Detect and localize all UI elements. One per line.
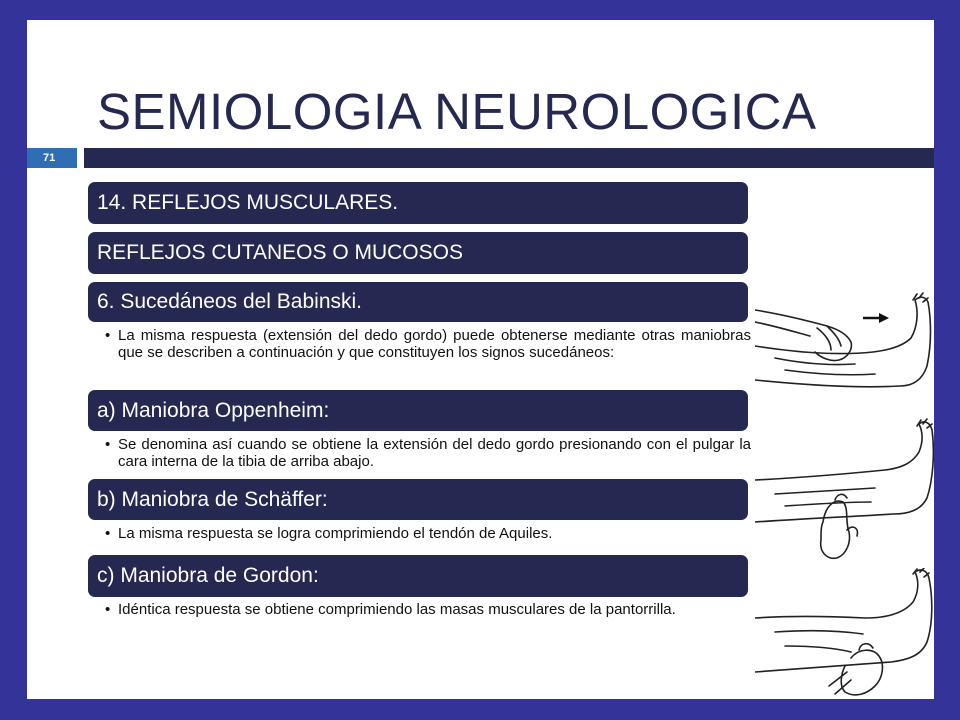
section-heading-reflejos-cutaneos: REFLEJOS CUTANEOS O MUCOSOS bbox=[88, 232, 748, 274]
bullet-gordon: • Idéntica respuesta se obtiene comprimiendo las masas musculares de la pantorrilla. bbox=[105, 601, 751, 618]
schaffer-maneuver-drawing bbox=[755, 418, 934, 560]
slide bbox=[27, 20, 934, 699]
page-number-badge: 71 bbox=[27, 148, 77, 168]
gordon-maneuver-drawing bbox=[755, 568, 934, 699]
section-heading-reflejos-musculares: 14. REFLEJOS MUSCULARES. bbox=[88, 182, 748, 224]
section-heading-sucedaneos: 6. Sucedáneos del Babinski. bbox=[88, 282, 748, 322]
title-divider-bar bbox=[84, 148, 934, 168]
bullet-schaffer: • La misma respuesta se logra comprimiendo el tendón de Aquiles. bbox=[105, 525, 751, 542]
oppenheim-maneuver-drawing bbox=[755, 288, 934, 398]
bullet-sucedaneos: • La misma respuesta (extensión del dedo gordo) puede obtenerse mediante otras maniobras que se describen a continuación y que constituyen los signos sucedáneos: bbox=[105, 327, 751, 361]
bullet-oppenheim: • Se denomina así cuando se obtiene la extensión del dedo gordo presionando con el pulgar la cara interna de la tibia de arriba abajo. bbox=[105, 436, 751, 470]
section-heading-oppenheim: a) Maniobra Oppenheim: bbox=[88, 390, 748, 431]
slide-title: SEMIOLOGIA NEUROLOGICA bbox=[97, 83, 817, 140]
section-heading-schaffer: b) Maniobra de Schäffer: bbox=[88, 479, 748, 520]
section-heading-gordon: c) Maniobra de Gordon: bbox=[88, 555, 748, 597]
